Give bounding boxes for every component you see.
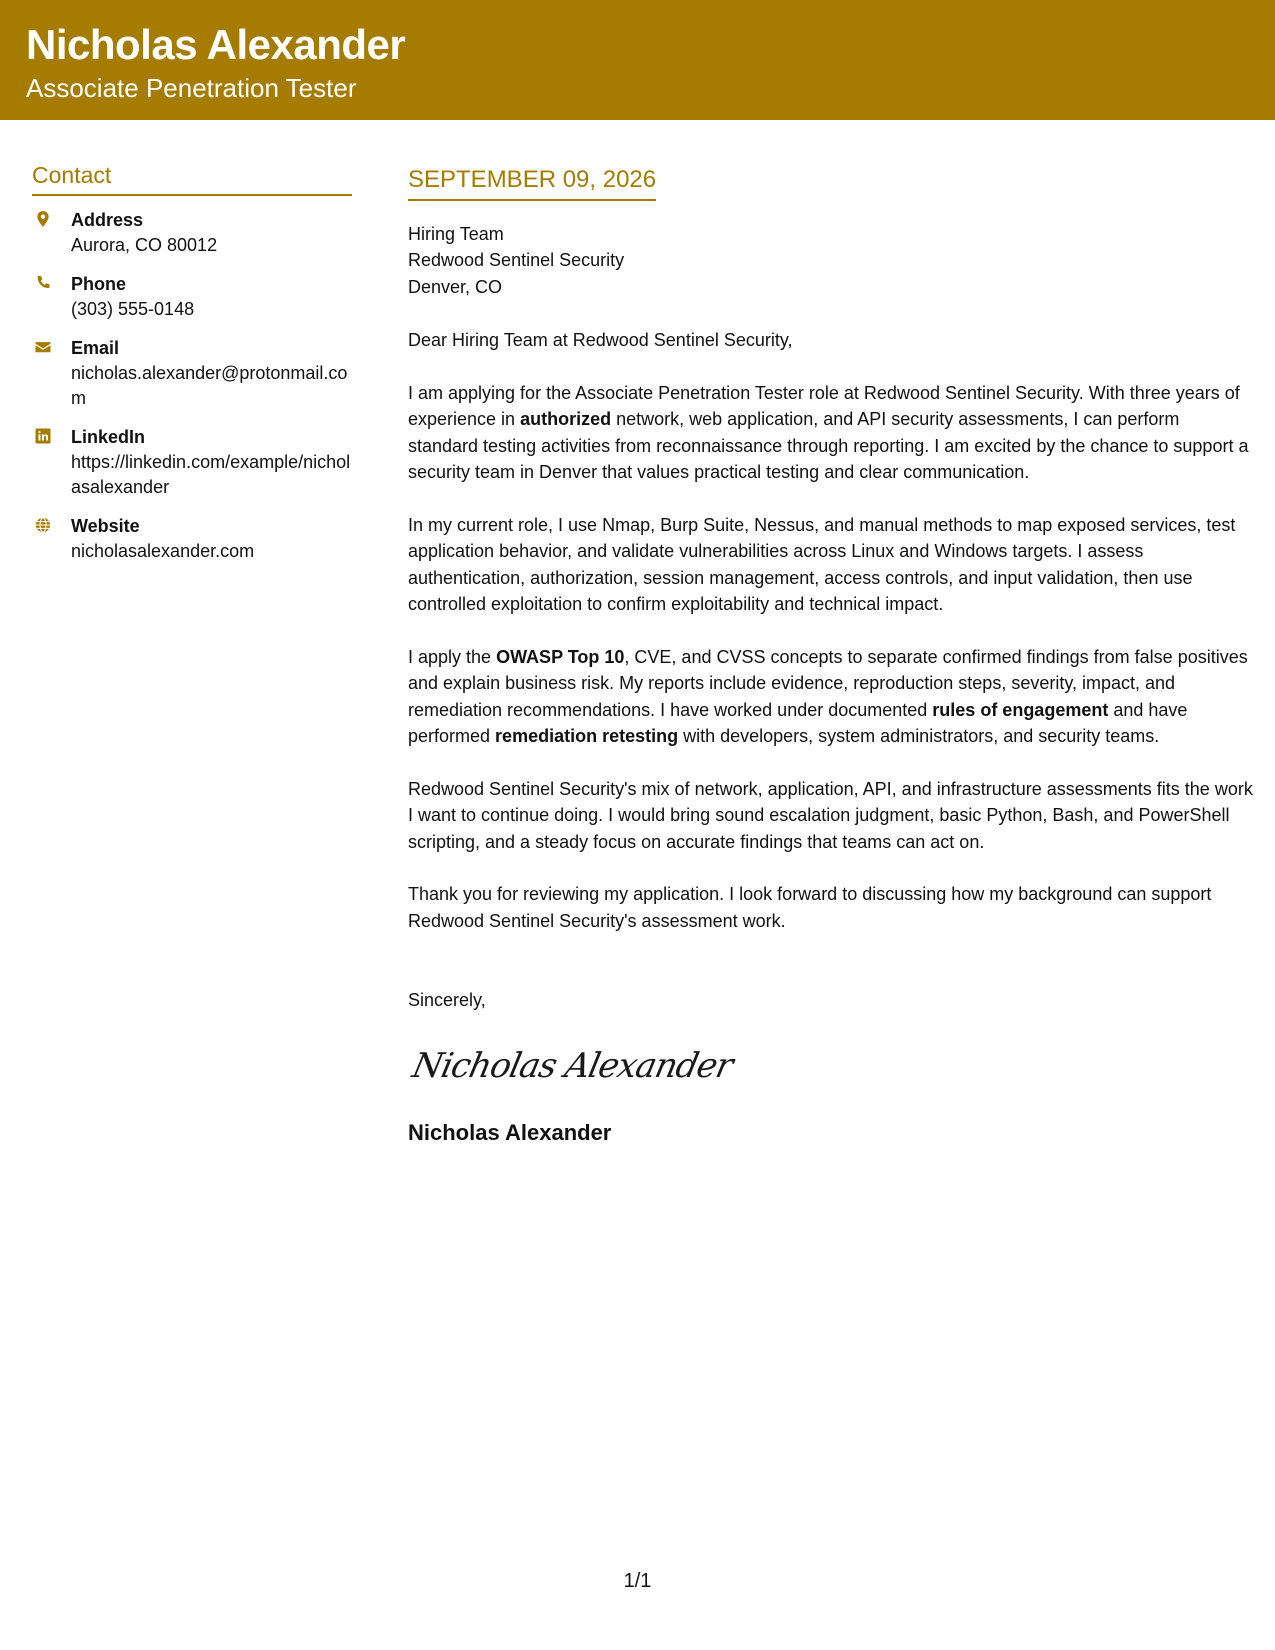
text-run: , CVE, and CVSS concepts to separate confirmed findings from false positives and explain business risk. My reports include evidence, reproduction steps, severity, impact, and remediation recommendations. I have worked under documented [408,646,1248,720]
envelope-icon [34,338,52,356]
text-run: I apply the [408,646,497,667]
letter-paragraph [408,776,1253,856]
recipient-line: Redwood Sentinel Security [408,250,625,271]
candidate-name: Nicholas Alexander [26,21,406,68]
contact-value: (303) 555-0148 [71,298,195,319]
letter-body [408,166,1253,1146]
text-run: In my current role, I use Nmap, Burp Suite, Nessus, and manual methods to map exposed services, test application behavior, and validate vulnerabilities across Linux and Windows targets. I assess authentication, authorization, session management, access controls, and input validation, then use controlled exploitation to confirm exploitability and technical impact. [408,514,1236,615]
bold-phrase: rules of engagement [932,699,1109,720]
text-run: network, web application, and API security assessments, I can perform standard testing activities from reconnaissance through reporting. I am excited by the chance to support a security team in Denver that values practical testing and clear communication. [408,409,1249,483]
contact-label: Phone [71,273,127,294]
text-run: Redwood Sentinel Security's mix of network, application, API, and infrastructure assessments fits the work I want to continue doing. I would bring sound escalation judgment, basic Python, Bash, and PowerShell scripting, and a steady focus on accurate findings that teams can act on. [408,778,1253,852]
contact-sidebar [32,162,352,578]
bold-phrase: OWASP Top 10 [496,646,625,667]
page-number: 1/1 [623,1570,652,1592]
contact-label: Email [71,337,120,358]
contact-label: Address [71,209,144,230]
header-banner [0,0,1275,120]
contact-list [32,208,352,564]
letter-paragraph [408,881,1253,934]
bold-phrase: remediation retesting [495,726,679,747]
contact-value[interactable]: nicholasalexander.com [71,540,255,561]
contact-item-phone [32,272,352,322]
candidate-title: Associate Penetration Tester [26,73,357,103]
contact-item-linkedin [32,425,352,500]
phone-icon [34,274,52,292]
contact-item-address [32,208,352,258]
contact-label: Website [71,515,140,536]
letter-date: SEPTEMBER 09, 2026 [408,166,656,201]
linkedin-icon [34,427,52,445]
letter-paragraph [408,512,1253,618]
recipient-block [408,221,1253,301]
contact-heading: Contact [32,162,352,196]
signer-name: Nicholas Alexander [408,1119,612,1145]
recipient-line: Denver, CO [408,276,503,297]
globe-icon [34,516,52,534]
text-run: and have performed [408,699,1188,747]
text-run: Thank you for reviewing my application. I look forward to discussing how my background can support Redwood Sentinel Security's assessment work. [408,884,1212,931]
bold-phrase: authorized [520,409,612,430]
text-run: I am applying for the Associate Penetration Tester role at Redwood Sentinel Security. With three years of experience in [408,382,1240,430]
contact-item-email [32,336,352,411]
contact-item-website [32,514,352,564]
contact-value[interactable]: https://linkedin.com/example/nicholasalexander [71,451,351,497]
letter-paragraphs [408,380,1253,935]
salutation: Dear Hiring Team at Redwood Sentinel Security, [408,330,793,351]
map-pin-icon [34,210,52,228]
closing: Sincerely, [408,990,486,1011]
handwritten-signature: Nicholas Alexander [408,1045,736,1086]
contact-value[interactable]: nicholas.alexander@protonmail.com [71,362,348,408]
letter-paragraph [408,380,1253,486]
text-run: with developers, system administrators, and security teams. [678,726,1160,747]
contact-value: Aurora, CO 80012 [71,234,218,255]
recipient-line: Hiring Team [408,223,504,244]
contact-label: LinkedIn [71,426,146,447]
letter-paragraph [408,644,1253,750]
